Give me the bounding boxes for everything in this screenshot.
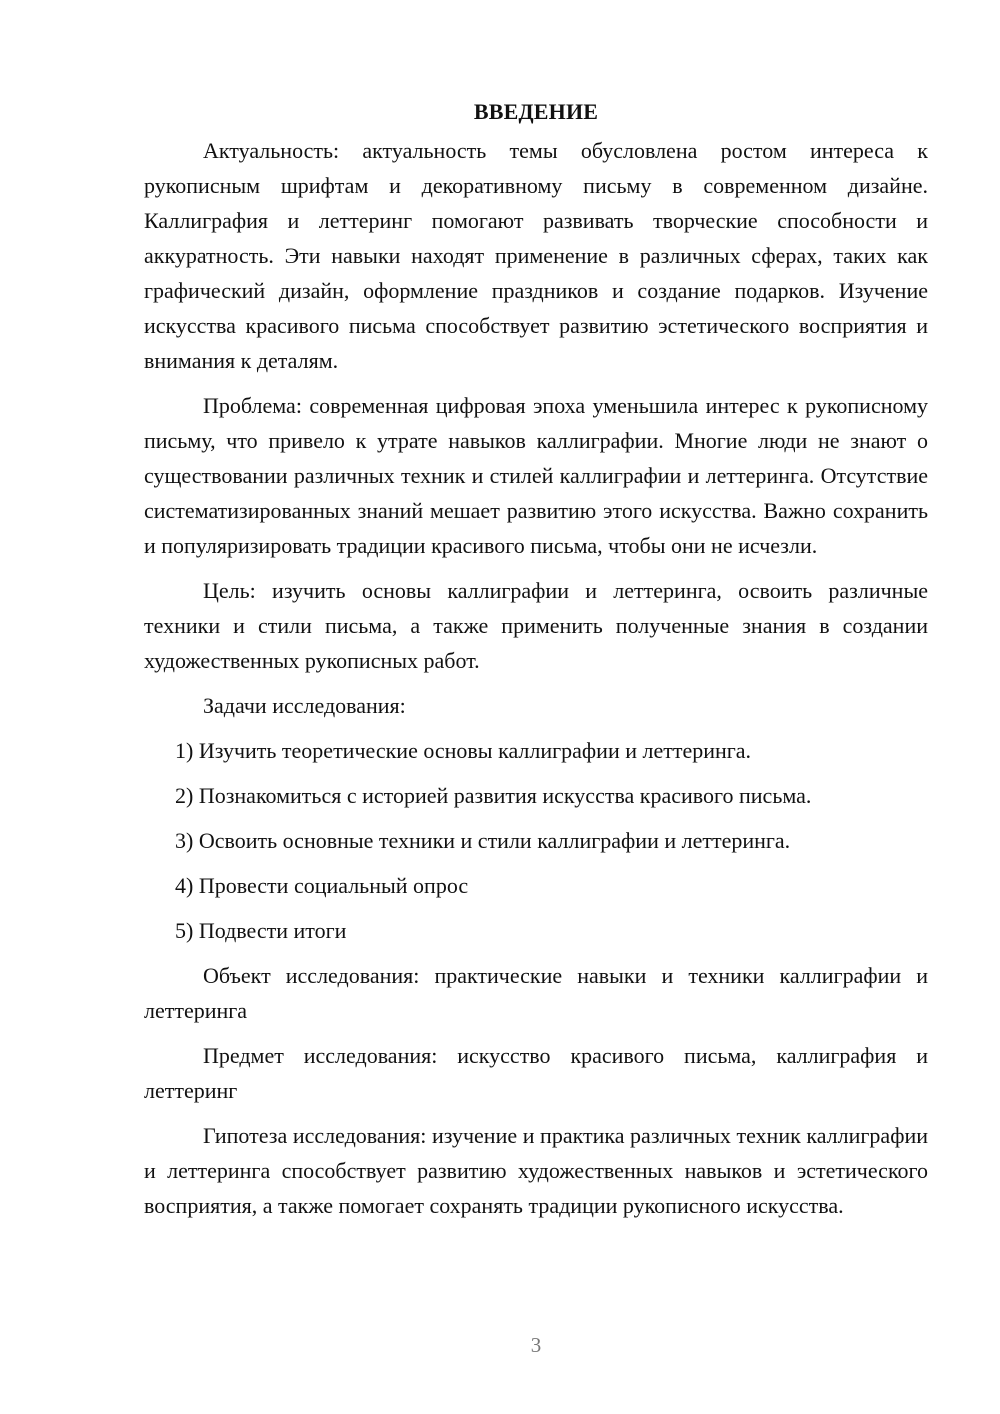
- paragraph-subject: Предмет исследования: искусство красивого письма, каллиграфия и леттеринг: [144, 1043, 928, 1103]
- task-item: 3) Освоить основные техники и стили каллиграфии и леттеринга.: [175, 828, 791, 853]
- paragraph-relevance: Актуальность: актуальность темы обусловлена ростом интереса к рукописным шрифтам и декоративному письму в современном дизайне. Каллиграфия и леттеринг помогают развивать творческие способности и аккуратность. Эти навыки находят применение в различных сферах, таких как графический дизайн, оформление праздников и создание подарков. Изучение искусства красивого письма способствует развитию эстетического восприятия и внимания к деталям.: [144, 138, 928, 373]
- tasks-header: Задачи исследования:: [203, 693, 406, 718]
- section-title: ВВЕДЕНИЕ: [473, 99, 599, 124]
- paragraph-hypothesis: Гипотеза исследования: изучение и практика различных техник каллиграфии и леттеринга способствует развитию художественных навыков и эстетического восприятия, а также помогает сохранять традиции рукописного искусства.: [144, 1123, 928, 1218]
- task-item: 4) Провести социальный опрос: [175, 873, 469, 898]
- task-item: 5) Подвести итоги: [175, 918, 347, 943]
- task-item: 2) Познакомиться с историей развития искусства красивого письма.: [175, 783, 812, 808]
- paragraph-object: Объект исследования: практические навыки и техники каллиграфии и леттеринга: [144, 963, 928, 1023]
- page-number: 3: [530, 1333, 542, 1357]
- paragraph-goal: Цель: изучить основы каллиграфии и леттеринга, освоить различные техники и стили письма, а также применить полученные знания в создании художественных рукописных работ.: [144, 578, 928, 673]
- task-item: 1) Изучить теоретические основы каллиграфии и леттеринга.: [175, 738, 752, 763]
- paragraph-problem: Проблема: современная цифровая эпоха уменьшила интерес к рукописному письму, что привело к утрате навыков каллиграфии. Многие люди не знают о существовании различных техник и стилей каллиграфии и леттеринга. Отсутствие систематизированных знаний мешает развитию этого искусства. Важно сохранить и популяризировать традиции красивого письма, чтобы они не исчезли.: [144, 393, 928, 558]
- page-content: [144, 94, 928, 1223]
